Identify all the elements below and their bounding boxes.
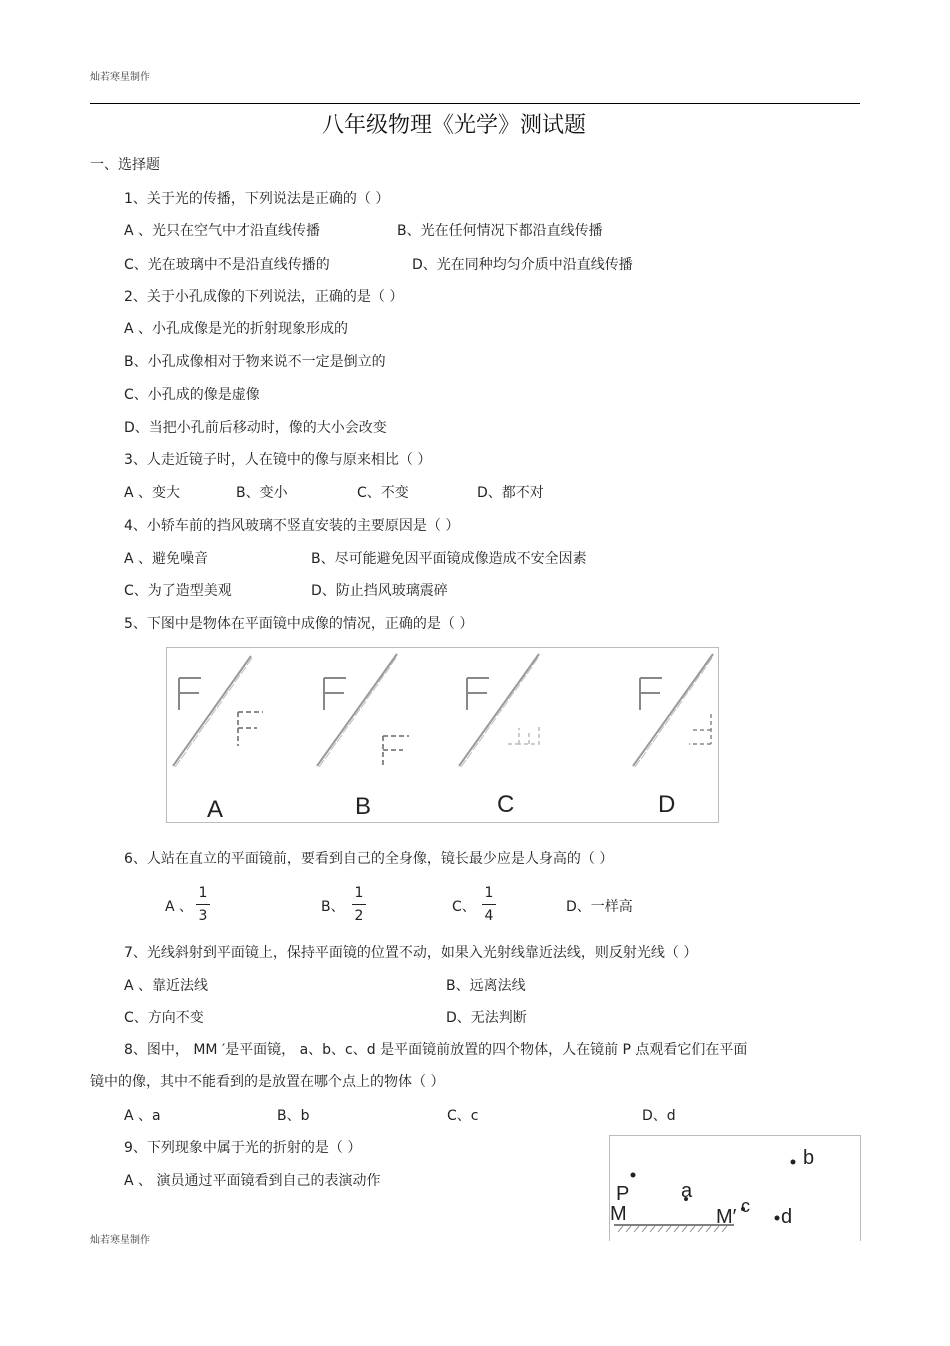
q3-option-d: D、都不对 (477, 485, 544, 501)
mirror-line (459, 654, 539, 766)
figure-label-c: C (497, 791, 515, 818)
panel-c (459, 654, 539, 767)
q8-option-c: C、c (447, 1108, 479, 1124)
q1-option-c: C、光在玻璃中不是沿直线传播的 (124, 257, 330, 273)
object-f-icon (179, 678, 201, 710)
q5-stem: 5、下图中是物体在平面镜中成像的情况，正确的是（ ） (124, 616, 474, 632)
q6-option-d: D、一样高 (566, 899, 633, 915)
q7-option-b: B、远离法线 (446, 978, 526, 994)
mirror-line (173, 656, 251, 766)
q8-stem-line1: 8、图中， MM ′是平面镜， a、b、c、d 是平面镜前放置的四个物体，人在镜前 P 点观看它们在平面 (124, 1042, 748, 1058)
mirror-line (633, 654, 713, 766)
fraction-numerator: 1 (484, 885, 494, 901)
q7-option-c: C、方向不变 (124, 1010, 204, 1026)
q4-stem: 4、小轿车前的挡风玻璃不竖直安装的主要原因是（ ） (124, 518, 460, 534)
q1-option-a: A 、光只在空气中才沿直线传播 (124, 223, 321, 239)
label-p: P (616, 1183, 630, 1205)
panel-a (173, 656, 263, 767)
q6-stem: 6、人站在直立的平面镜前，要看到自己的全身像，镜长最少应是人身高的（ ） (124, 851, 614, 867)
page-title: 八年级物理《光学》测试题 (322, 113, 587, 138)
object-f-icon (467, 678, 489, 710)
q7-option-a: A 、靠近法线 (124, 978, 209, 994)
fraction-denominator: 2 (354, 908, 364, 924)
q8-option-d: D、d (642, 1108, 676, 1124)
q6-option-b-fraction (352, 884, 366, 925)
q9-option-a: A 、 演员通过平面镜看到自己的表演动作 (124, 1173, 381, 1189)
point-d-dot (775, 1216, 780, 1221)
fraction-numerator: 1 (198, 885, 208, 901)
image-f-icon (238, 712, 263, 746)
q6-option-a-fraction (196, 884, 210, 925)
section-heading: 一、选择题 (90, 157, 160, 173)
q6-option-c-fraction (482, 884, 496, 925)
image-f-icon (505, 726, 539, 744)
q8-stem-line2: 镜中的像，其中不能看到的是放置在哪个点上的物体（ ） (90, 1074, 445, 1090)
q2-option-b: B、小孔成像相对于物来说不一定是倒立的 (124, 354, 386, 370)
image-f-icon (689, 714, 711, 744)
q5-mirror-diagram (167, 648, 718, 822)
image-f-icon (383, 736, 409, 768)
figure-label-b: B (355, 793, 372, 820)
panel-d (633, 654, 713, 767)
q4-option-d: D、防止挡风玻璃震碎 (311, 583, 448, 599)
q1-option-d: D、光在同种均匀介质中沿直线传播 (412, 257, 633, 273)
q2-option-c: C、小孔成的像是虚像 (124, 387, 260, 403)
header-rule (90, 103, 860, 104)
label-m: M (610, 1203, 627, 1225)
label-a: a (681, 1180, 693, 1202)
q3-stem: 3、人走近镜子时，人在镜中的像与原来相比（ ） (124, 452, 432, 468)
q6-option-b-prefix: B、 (321, 899, 345, 915)
object-f-icon (640, 678, 662, 710)
q1-option-b: B、光在任何情况下都沿直线传播 (397, 223, 603, 239)
q2-option-a: A 、小孔成像是光的折射现象形成的 (124, 321, 349, 337)
q9-stem: 9、下列现象中属于光的折射的是（ ） (124, 1140, 362, 1156)
q6-option-a-prefix: A 、 (165, 899, 194, 915)
fraction-numerator: 1 (354, 885, 364, 901)
label-b: b (803, 1147, 815, 1169)
label-c: c (741, 1196, 750, 1216)
q4-option-c: C、为了造型美观 (124, 583, 232, 599)
header-maker: 灿若寒星制作 (90, 72, 150, 83)
q3-option-a: A 、变大 (124, 485, 181, 501)
q6-option-c-prefix: C、 (452, 899, 476, 915)
object-f-icon (324, 678, 346, 710)
q5-mirror-figure (166, 647, 719, 823)
q4-option-a: A 、避免噪音 (124, 551, 209, 567)
q3-option-c: C、不变 (357, 485, 409, 501)
point-b-dot (791, 1160, 796, 1165)
q8-option-b: B、b (277, 1108, 310, 1124)
q8-mirror-figure (609, 1135, 861, 1241)
fraction-denominator: 3 (198, 908, 208, 924)
label-d: d (781, 1206, 793, 1228)
q7-option-d: D、无法判断 (446, 1010, 527, 1026)
figure-label-a: A (207, 796, 224, 823)
q1-stem: 1、关于光的传播，下列说法是正确的（ ） (124, 191, 390, 207)
point-p-dot (631, 1173, 636, 1178)
label-m-prime: M′ (716, 1206, 737, 1228)
figure-label-d: D (658, 791, 676, 818)
panel-b (317, 654, 409, 768)
q2-option-d: D、当把小孔前后移动时，像的大小会改变 (124, 420, 387, 436)
q3-option-b: B、变小 (236, 485, 288, 501)
q2-stem: 2、关于小孔成像的下列说法，正确的是（ ） (124, 289, 404, 305)
mirror-line (317, 654, 397, 766)
q4-option-b: B、尽可能避免因平面镜成像造成不安全因素 (311, 551, 587, 567)
q8-option-a: A 、a (124, 1108, 161, 1124)
footer-maker: 灿若寒星制作 (90, 1235, 150, 1246)
fraction-denominator: 4 (484, 908, 494, 924)
q7-stem: 7、光线斜射到平面镜上，保持平面镜的位置不动，如果入光射线靠近法线，则反射光线（ ） (124, 945, 698, 961)
